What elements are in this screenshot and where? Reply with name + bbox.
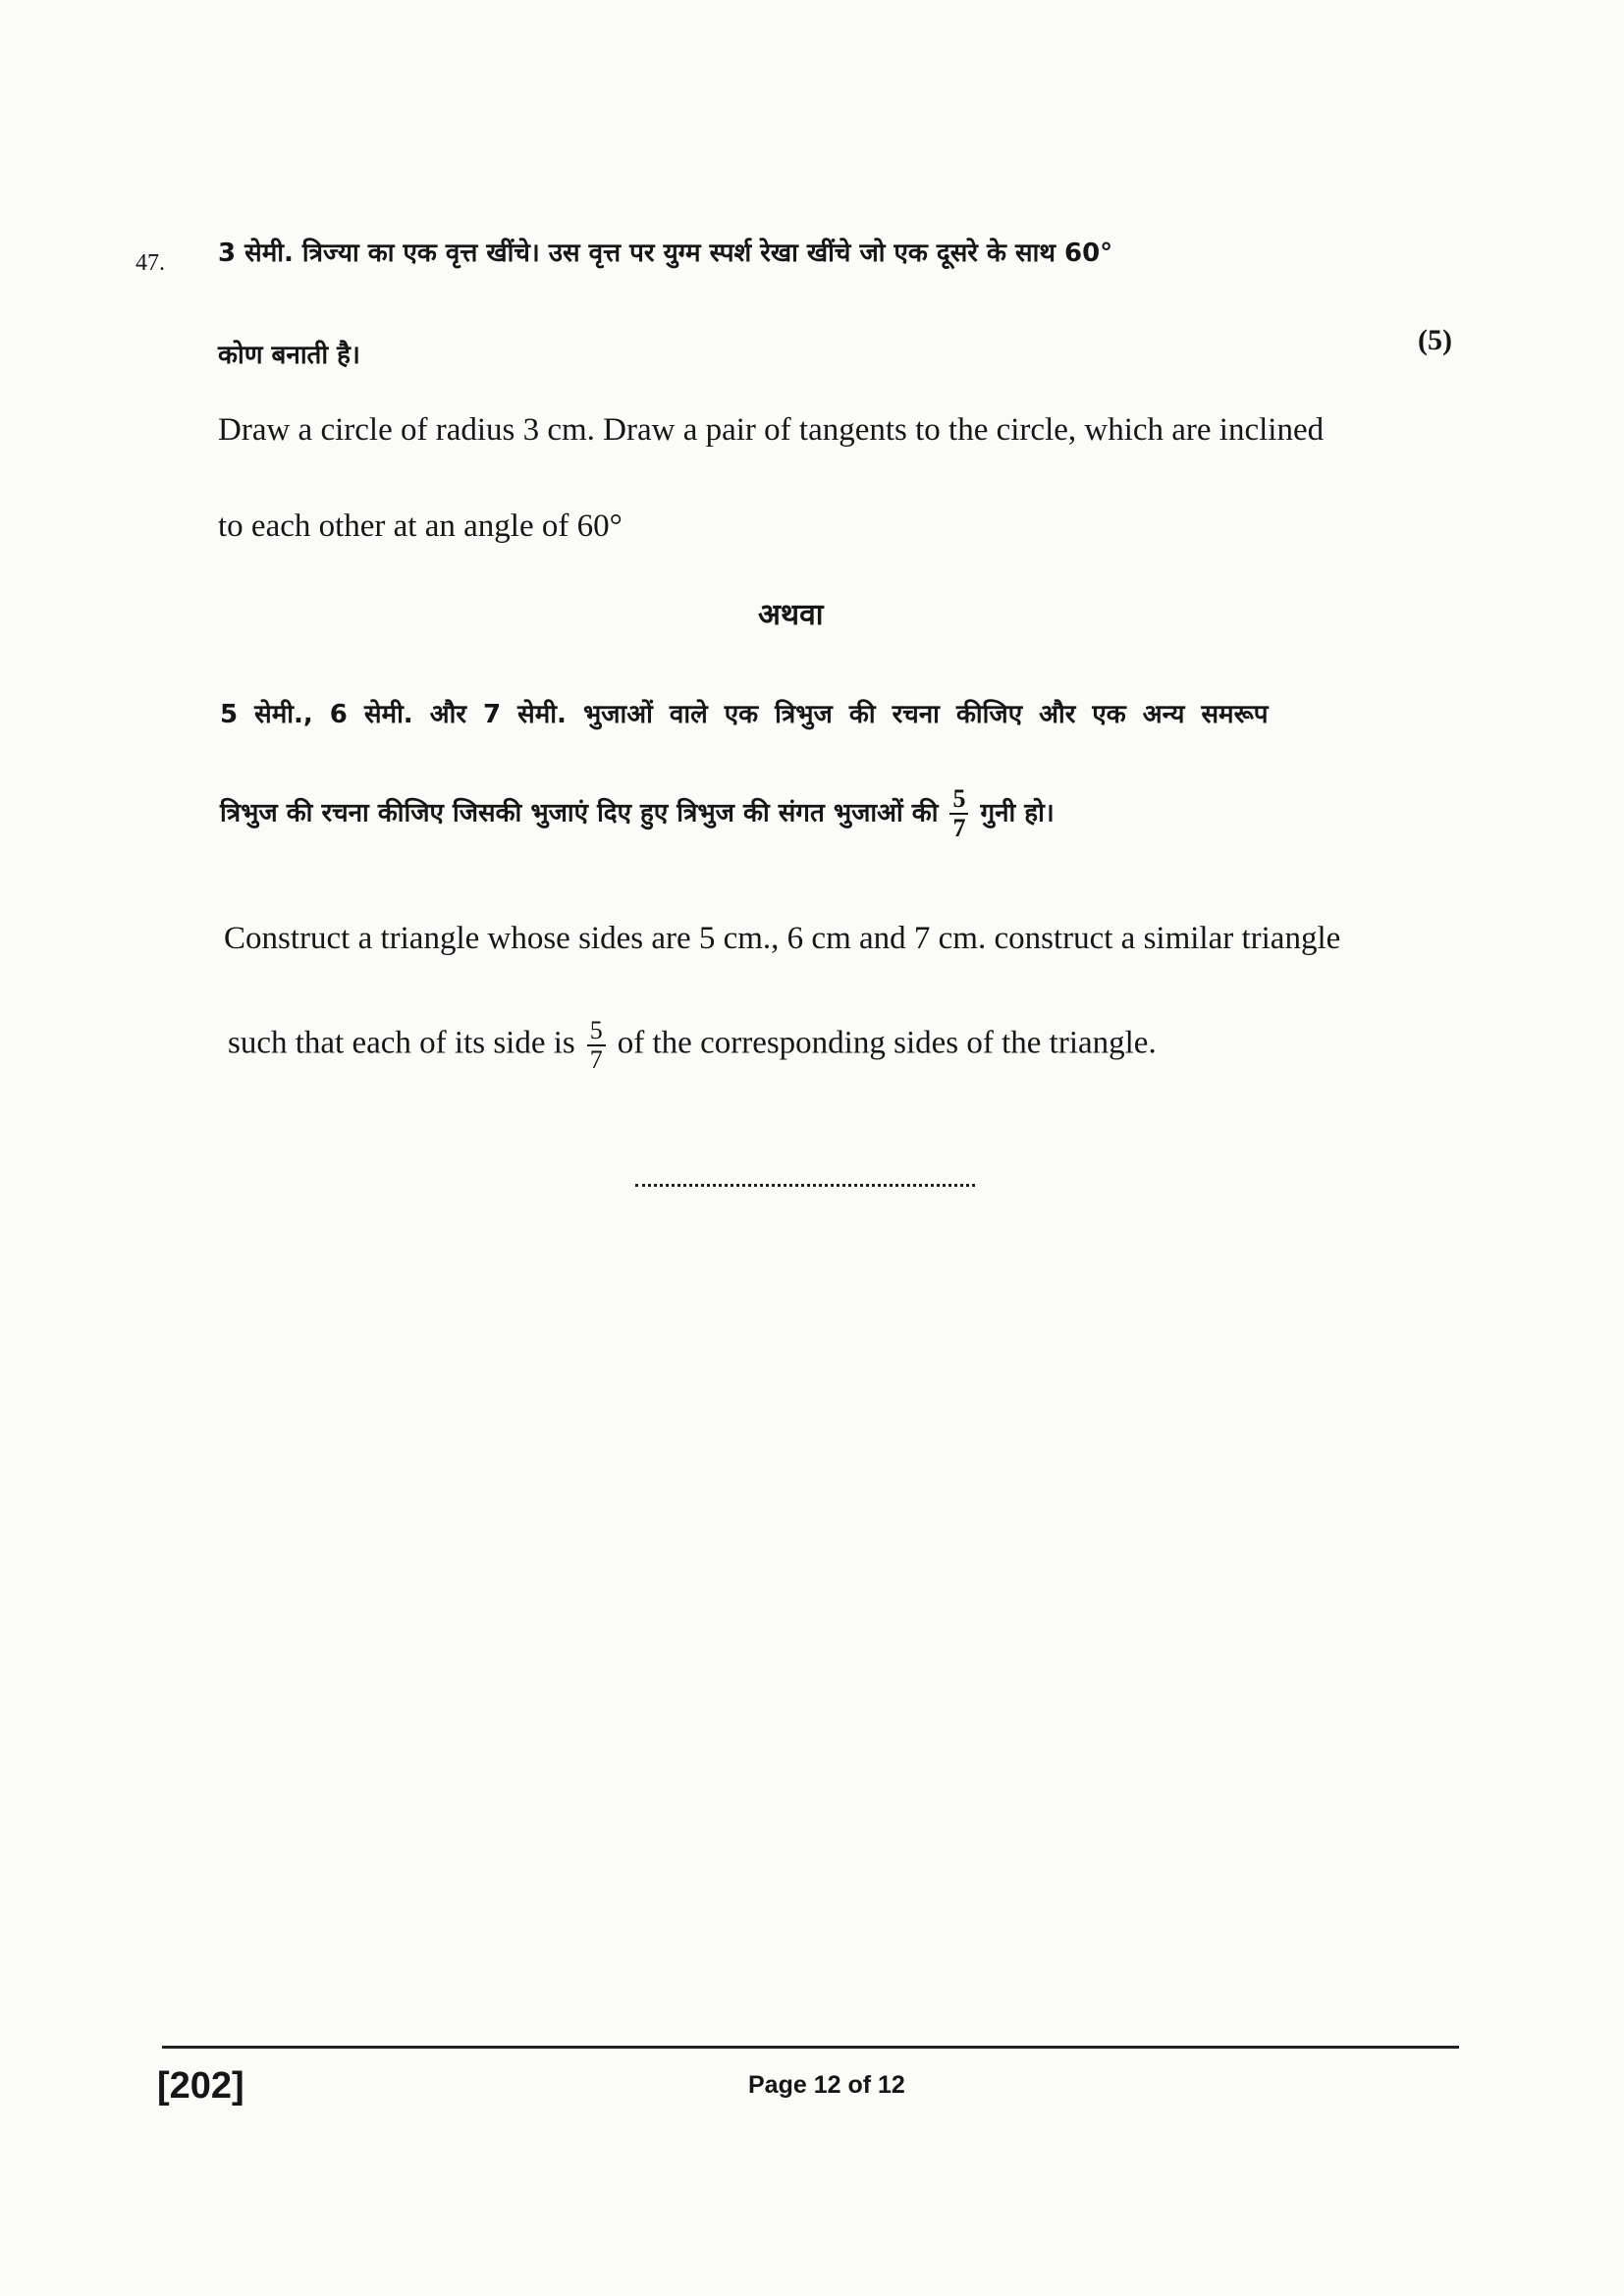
alt-english-line2-post: of the corresponding sides of the triangle. [617,1025,1157,1061]
marks: (5) [1418,324,1452,356]
fraction-denominator: 7 [589,1045,603,1074]
question-hindi-line1: 3 सेमी. त्रिज्या का एक वृत्त खींचे। उस वृत्त पर युग्म स्पर्श रेखा खींचे जो एक दूसरे के साथ 60° [218,239,1113,268]
alt-hindi-line2-post: गुनी हो। [980,798,1055,828]
alt-hindi-line1: 5 सेमी., 6 सेमी. और 7 सेमी. भुजाओं वाले एक त्रिभुज की रचना कीजिए और एक अन्य समरूप [220,700,1269,729]
fraction-numerator: 5 [949,785,968,815]
question-english-line2: to each other at an angle of 60° [218,508,623,544]
fraction [949,785,968,842]
question-english-line1: Draw a circle of radius 3 cm. Draw a pair of tangents to the circle, which are inclined [218,412,1325,448]
alt-english-line2-pre: such that each of its side is [228,1025,575,1061]
page-number: Page 12 of 12 [748,2071,905,2099]
fraction-numerator: 5 [587,1017,606,1046]
question-number: 47. [135,250,165,276]
alt-hindi-line2 [220,785,1055,842]
paper-code: [202] [157,2065,244,2107]
alt-english-line1: Construct a triangle whose sides are 5 cm., 6 cm and 7 cm. construct a similar triangle [224,921,1341,956]
alt-hindi-line2-pre: त्रिभुज की रचना कीजिए जिसकी भुजाएं दिए हुए त्रिभुज की संगत भुजाओं की [220,798,939,828]
or-heading: अथवा [758,598,824,632]
fraction [587,1017,606,1074]
end-dotted-line [635,1184,975,1187]
fraction-denominator: 7 [952,814,966,842]
alt-english-line2 [228,1017,1157,1074]
question-hindi-line2: कोण बनाती है। [218,341,360,370]
footer-rule [162,2046,1459,2049]
